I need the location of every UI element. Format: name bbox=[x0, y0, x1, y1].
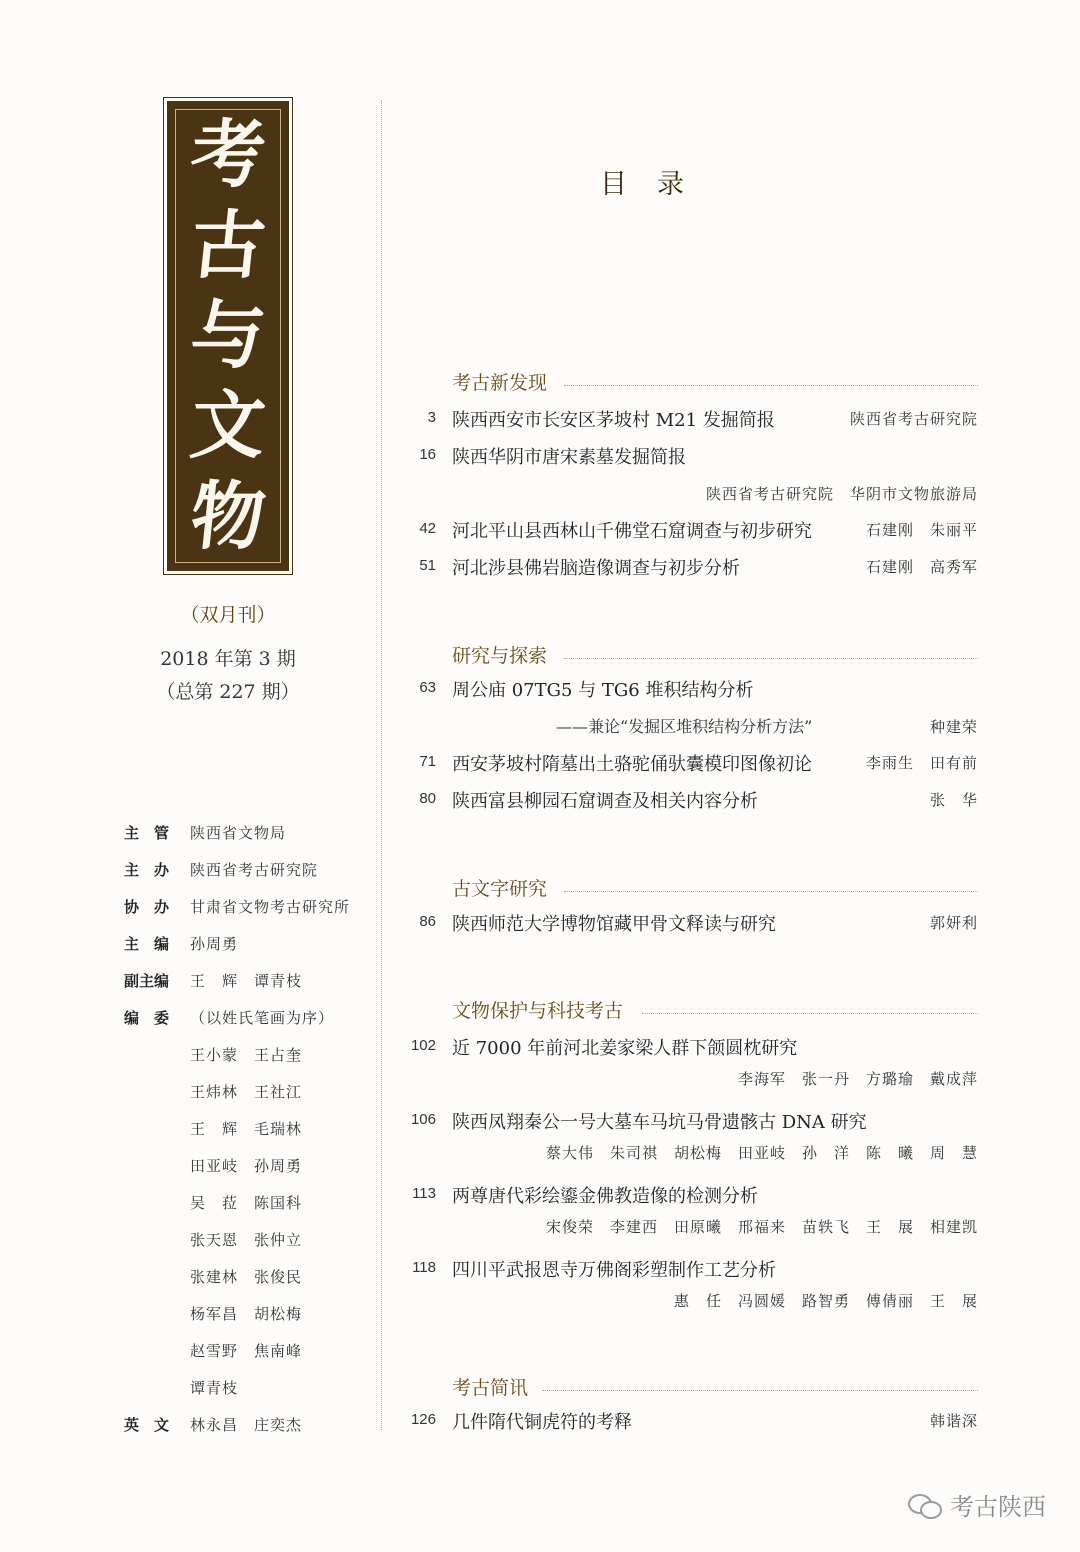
toc-entry[interactable] bbox=[400, 676, 978, 702]
section-heading bbox=[452, 996, 978, 1022]
entry-page: 16 bbox=[419, 446, 436, 463]
staff-names: 林永昌 庄奕杰 bbox=[190, 1416, 303, 1434]
logo-char: 与 bbox=[186, 292, 270, 379]
entry-title: 河北平山县西林山千佛堂石窟调查与初步研究 bbox=[452, 521, 812, 542]
entry-title: 西安茅坡村隋墓出土骆驼俑驮囊模印图像初论 bbox=[452, 754, 812, 775]
section-heading-label: 考古新发现 bbox=[452, 372, 548, 394]
staff-names: 陕西省文物局 bbox=[190, 824, 287, 842]
toc-entry[interactable] bbox=[400, 517, 978, 543]
entry-authors: 李海军 张一丹 方璐瑜 戴成萍 bbox=[737, 1070, 978, 1088]
staff-role: 协 办 bbox=[124, 898, 170, 916]
entry-page: 102 bbox=[410, 1037, 436, 1054]
issue-total: （总第 227 期） bbox=[156, 681, 300, 703]
logo-char: 文 bbox=[186, 383, 270, 470]
staff-role: 主 管 bbox=[124, 824, 170, 842]
entry-title: 河北涉县佛岩脑造像调查与初步分析 bbox=[452, 558, 740, 579]
section-rule bbox=[564, 385, 978, 386]
entry-page: 106 bbox=[410, 1111, 436, 1128]
toc-title: 目录 bbox=[600, 169, 714, 200]
toc-entry[interactable] bbox=[400, 1108, 978, 1134]
entry-subtitle: ——兼论“发掘区堆积结构分析方法” bbox=[556, 717, 813, 736]
entry-title: 几件隋代铜虎符的考释 bbox=[452, 1412, 632, 1433]
logo-char: 物 bbox=[186, 473, 270, 560]
entry-title: 陕西师范大学博物馆藏甲骨文释读与研究 bbox=[452, 914, 776, 935]
entry-authors: 石建刚 朱丽平 bbox=[865, 521, 978, 539]
toc-entry[interactable] bbox=[400, 554, 978, 580]
entry-title: 陕西凤翔秦公一号大墓车马坑马骨遗骸古 DNA 研究 bbox=[452, 1112, 867, 1133]
entry-page: 71 bbox=[419, 753, 436, 770]
board-member: 王 辉 毛瑞林 bbox=[190, 1120, 303, 1138]
staff-names: 陕西省考古研究院 bbox=[190, 861, 319, 879]
section-heading bbox=[452, 874, 978, 900]
entry-page: 51 bbox=[419, 557, 436, 574]
entry-authors: 张 华 bbox=[929, 791, 978, 809]
logo-char: 考 bbox=[186, 112, 270, 199]
entry-authors: 石建刚 高秀军 bbox=[865, 558, 978, 576]
section-rule bbox=[564, 891, 978, 892]
watermark bbox=[908, 1487, 1046, 1522]
section-heading-label: 古文字研究 bbox=[452, 878, 548, 900]
board-member: 田亚岐 孙周勇 bbox=[190, 1157, 303, 1175]
entry-page: 80 bbox=[419, 790, 436, 807]
entry-authors: 种建荣 bbox=[929, 718, 978, 736]
staff-role: 编 委 bbox=[124, 1009, 170, 1027]
section-heading bbox=[452, 641, 978, 667]
staff-names: 孙周勇 bbox=[190, 935, 239, 953]
toc-entry[interactable] bbox=[400, 1182, 978, 1208]
board-member: 杨军昌 胡松梅 bbox=[190, 1305, 303, 1323]
section-heading-label: 文物保护与科技考古 bbox=[452, 1000, 624, 1022]
staff-names: 王 辉 谭青枝 bbox=[190, 972, 303, 990]
watermark-text: 考古陕西 bbox=[950, 1493, 1046, 1521]
section-rule bbox=[642, 1013, 978, 1014]
entry-title: 陕西富县柳园石窟调查及相关内容分析 bbox=[452, 791, 758, 812]
entry-title: 两尊唐代彩绘鎏金佛教造像的检测分析 bbox=[452, 1186, 758, 1207]
toc-entry[interactable] bbox=[400, 910, 978, 936]
staff-role: 英 文 bbox=[124, 1416, 170, 1434]
entry-authors: 陕西省考古研究院 bbox=[849, 410, 978, 428]
entry-authors: 韩谐深 bbox=[929, 1412, 978, 1430]
section-rule bbox=[564, 658, 978, 659]
entry-page: 86 bbox=[419, 913, 436, 930]
toc-entry[interactable] bbox=[400, 443, 978, 469]
issue-frequency: （双月刊） bbox=[180, 604, 276, 626]
entry-page: 63 bbox=[419, 679, 436, 696]
entry-title: 陕西西安市长安区茅坡村 M21 发掘简报 bbox=[452, 410, 775, 431]
board-member: 王炜林 王社江 bbox=[190, 1083, 303, 1101]
toc-entry[interactable] bbox=[400, 1256, 978, 1282]
staff-role: 主 编 bbox=[124, 935, 170, 953]
entry-title: 周公庙 07TG5 与 TG6 堆积结构分析 bbox=[452, 680, 754, 701]
section-heading bbox=[452, 1373, 978, 1399]
entry-page: 118 bbox=[412, 1259, 436, 1276]
entry-title: 陕西华阴市唐宋素墓发掘简报 bbox=[452, 447, 686, 468]
logo-char: 古 bbox=[186, 202, 270, 289]
section-heading-label: 考古简讯 bbox=[452, 1377, 529, 1399]
wechat-icon bbox=[908, 1492, 942, 1518]
toc-entry[interactable] bbox=[400, 406, 978, 432]
entry-page: 126 bbox=[410, 1411, 436, 1428]
board-member: 张建林 张俊民 bbox=[190, 1268, 303, 1286]
entry-authors: 蔡大伟 朱司祺 胡松梅 田亚岐 孙 洋 陈 曦 周 慧 bbox=[545, 1144, 978, 1162]
column-divider bbox=[381, 100, 382, 1430]
entry-authors: 陕西省考古研究院 华阴市文物旅游局 bbox=[705, 485, 978, 503]
toc-entry[interactable] bbox=[400, 750, 978, 776]
board-member: 赵雪野 焦南峰 bbox=[190, 1342, 303, 1360]
issue-number: 2018 年第 3 期 bbox=[160, 648, 296, 670]
board-member: 王小蒙 王占奎 bbox=[190, 1046, 303, 1064]
toc-entry[interactable] bbox=[400, 1408, 978, 1434]
entry-page: 42 bbox=[419, 520, 436, 537]
board-member: 张天恩 张仲立 bbox=[190, 1231, 303, 1249]
entry-title: 近 7000 年前河北姜家梁人群下颌圆枕研究 bbox=[452, 1038, 798, 1059]
entry-authors: 郭妍利 bbox=[929, 914, 978, 932]
entry-page: 3 bbox=[427, 409, 436, 426]
board-member: 吴 菈 陈国科 bbox=[190, 1194, 303, 1212]
toc-entry[interactable] bbox=[400, 787, 978, 813]
staff-names: 甘肃省文物考古研究所 bbox=[190, 898, 351, 916]
staff-role: 主 办 bbox=[124, 861, 170, 879]
staff-names: （以姓氏笔画为序） bbox=[190, 1009, 335, 1027]
entry-authors: 惠 任 冯圆媛 路智勇 傅倩丽 王 展 bbox=[673, 1292, 978, 1310]
staff-role: 副主编 bbox=[124, 972, 170, 990]
section-rule bbox=[542, 1390, 978, 1391]
section-heading-label: 研究与探索 bbox=[452, 645, 548, 667]
entry-title: 四川平武报恩寺万佛阁彩塑制作工艺分析 bbox=[452, 1260, 776, 1281]
toc-entry[interactable] bbox=[400, 1034, 978, 1060]
section-heading bbox=[452, 368, 978, 394]
entry-authors: 宋俊荣 李建西 田原曦 邢福来 苗轶飞 王 展 相建凯 bbox=[545, 1218, 978, 1236]
entry-authors: 李雨生 田有前 bbox=[865, 754, 978, 772]
entry-page: 113 bbox=[412, 1185, 436, 1202]
board-member: 谭青枝 bbox=[190, 1379, 239, 1397]
journal-logo bbox=[167, 101, 289, 571]
